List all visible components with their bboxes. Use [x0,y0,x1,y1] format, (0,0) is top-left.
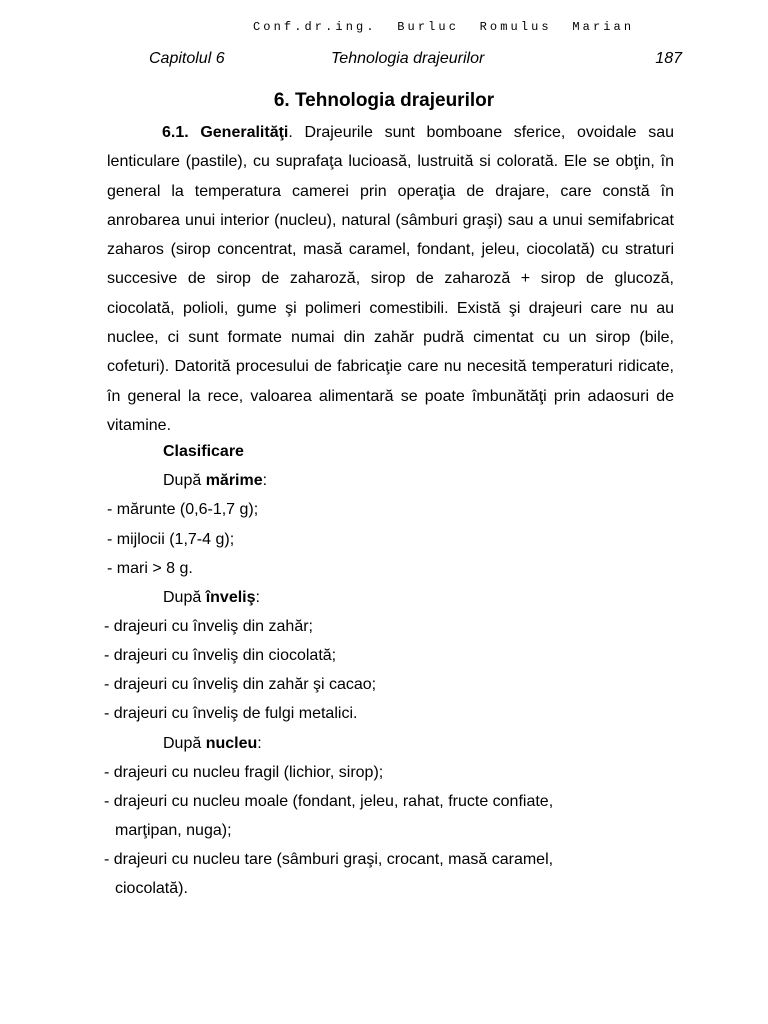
core-item-continuation: ciocolată). [115,880,188,897]
core-item: - drajeuri cu nucleu tare (sâmburi graşi, crocant, masă caramel, [104,851,554,868]
core-key: nucleu [205,735,258,752]
page-number: 187 [655,50,682,67]
coating-key: înveliş [205,589,256,606]
intro-paragraph [107,118,674,440]
running-header [0,50,768,72]
coating-item: - drajeuri cu înveliş din zahăr; [104,618,313,635]
coating-heading: După înveliş: [163,589,260,606]
core-item: - drajeuri cu nucleu fragil (lichior, sirop); [104,764,384,781]
classification-heading: Clasificare [163,443,244,460]
size-item: - mărunte (0,6-1,7 g); [107,501,259,518]
page-title: 6. Tehnologia drajeurilor [273,90,495,111]
core-heading: După nucleu: [163,735,262,752]
coating-item: - drajeuri cu înveliş din ciocolată; [104,647,337,664]
core-item-continuation: marţipan, nuga); [115,822,232,839]
author-line: Conf.dr.ing. Burluc Romulus Marian [253,20,635,34]
chapter-title: Tehnologia drajeurilor [331,50,485,67]
core-item: - drajeuri cu nucleu moale (fondant, jeleu, rahat, fructe confiate, [104,793,554,810]
intro-text: . Drajeurile sunt bomboane sferice, ovoidale sau lenticulare (pastile), cu suprafaţa lucioasă, lustruită si colorată. Ele se obţin, în general la temperatura camerei prin operaţia de drajare, care constă în anrobarea unui interior (nucleu), natural (sâmburi graşi) sau a unui semifabricat zaharos (sirop concentrat, masă caramel, fondant, jeleu, ciocolată) cu straturi succesive de sirop de zaharoză, sirop de zaharoză + sirop de glucoză, ciocolată, polioli, gume şi polimeri comestibili. Există şi drajeuri care nu au nuclee, ci sunt formate numai din zahăr pudră cimentat cu un sirop (bile, cofeturi). Datorită procesului de fabricaţie care nu necesită temperaturi ridicate, în general la rece, valoarea alimentară se poate îmbunătăţi prin adaosuri de vitamine. [107,124,674,434]
size-item: - mari > 8 g. [107,560,193,577]
coating-item: - drajeuri cu înveliş de fulgi metalici. [104,705,358,722]
size-item: - mijlocii (1,7-4 g); [107,531,235,548]
size-heading: După mărime: [163,472,268,489]
chapter-label: Capitolul 6 [149,50,225,67]
coating-item: - drajeuri cu înveliş din zahăr şi cacao; [104,676,377,693]
section-heading: 6.1. Generalităţi [162,124,289,141]
size-key: mărime [205,472,263,489]
